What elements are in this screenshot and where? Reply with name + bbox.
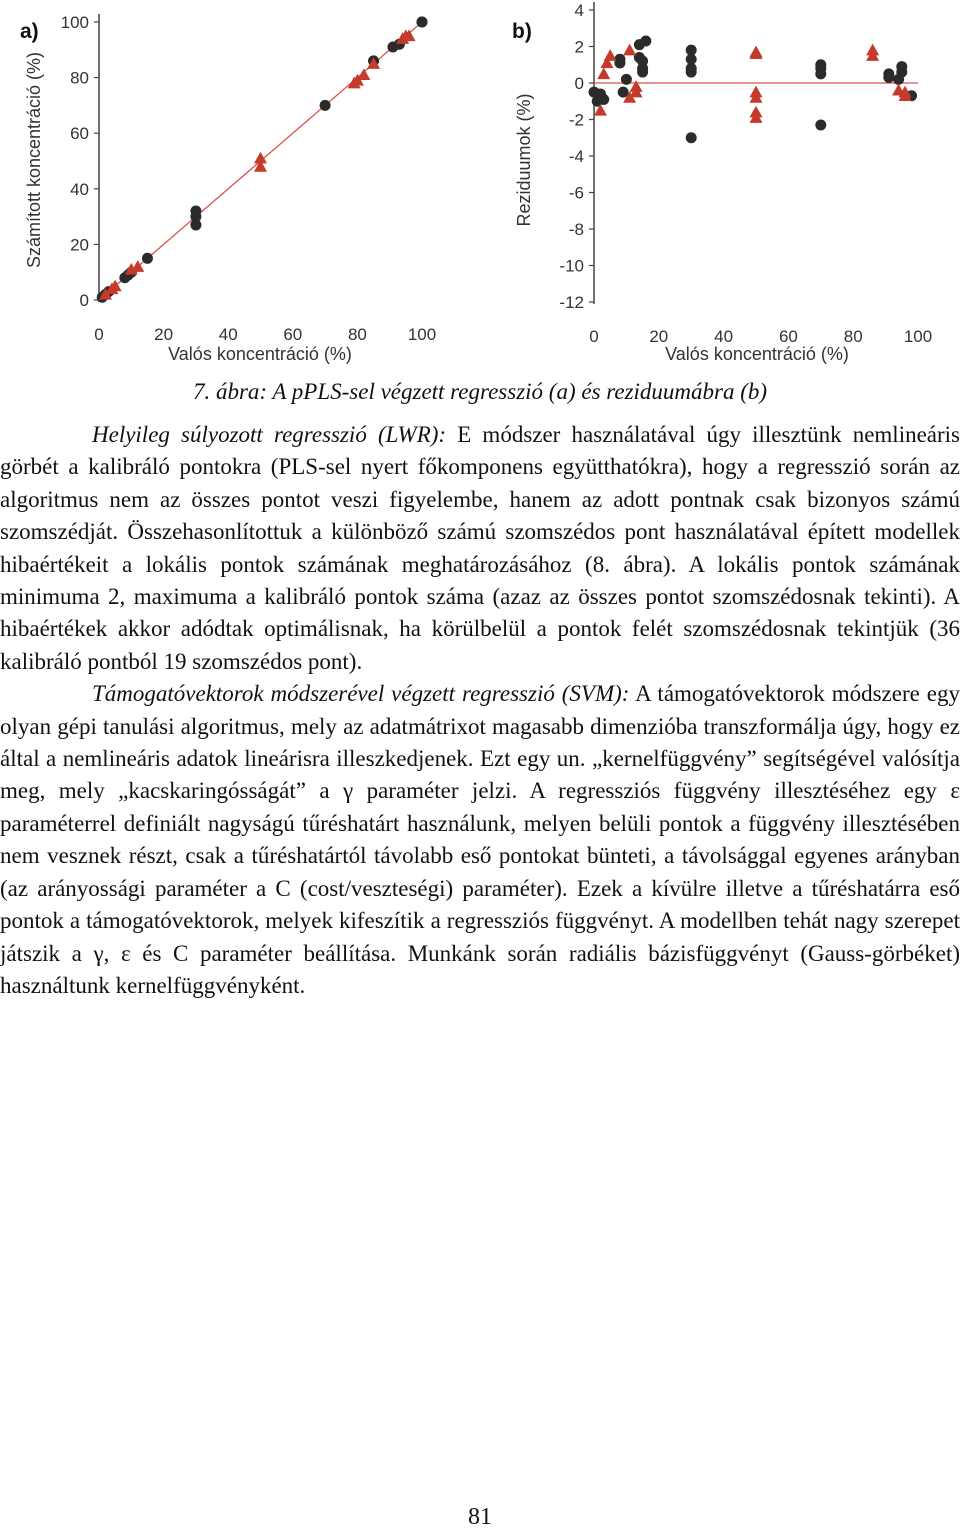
y-tick-label: 80 [70, 68, 89, 88]
data-point-circle [686, 67, 697, 78]
lwr-text: E módszer használatával úgy illesztünk nemlineáris görbét a kalibráló pontokra (PLS-sel nyert főkomponens együtthatókra), hogy a regresszió során az algoritmus nem az összes pontot veszi figyelembe, hanem az adott pontnak csak bizonyos számú szomszédját. Összehasonlítottuk a különböző számú szomszédos pont használatával épített modellek hibaértékeit a lokális pontok számának meghatározásához (8. ábra). A lokális pontok számának minimuma 2, maximuma a kalibráló pontok száma (azaz az összes pontot szomszédosnak tekinti). A hibaértékek akkor adódtak optimálisnak, ha körülbelül a pontok felét szomszédosnak tekintjük (36 kalibráló pontból 19 szomszédos pont). [0, 422, 960, 674]
y-tick-label: 40 [70, 179, 89, 199]
x-tick-label: 80 [843, 327, 863, 346]
data-point-triangle [750, 45, 763, 57]
y-tick-label: 100 [60, 13, 89, 32]
y-tick-label: 0 [574, 74, 584, 93]
data-point-circle [320, 100, 331, 111]
data-point-circle [598, 94, 609, 105]
panel-b-ylabel: Reziduumok (%) [514, 93, 534, 227]
panel-a-plot [61, 13, 437, 344]
data-point-circle [614, 54, 625, 65]
panel-a-label: a) [20, 20, 39, 43]
panel-a-xlabel: Valós koncentráció (%) [168, 344, 352, 364]
y-tick-label: 0 [79, 291, 89, 310]
paragraph-lwr [0, 419, 960, 678]
panel-b-plot [559, 1, 932, 346]
data-point-circle [815, 119, 826, 130]
paragraph-svm [0, 678, 960, 1002]
data-point-triangle [866, 44, 879, 56]
x-tick-label: 60 [778, 327, 798, 346]
y-tick-label: -4 [568, 147, 584, 166]
data-point-circle [621, 74, 632, 85]
y-tick-label: -12 [559, 293, 584, 312]
data-point-circle [637, 67, 648, 78]
lwr-term: Helyileg súlyozott regresszió (LWR): [92, 422, 447, 447]
body-text [0, 419, 960, 1002]
panel-b-xlabel: Valós koncentráció (%) [665, 344, 849, 364]
data-point-circle [142, 253, 153, 264]
data-point-triangle [597, 67, 610, 79]
x-tick-label: 40 [218, 325, 238, 344]
data-point-triangle [357, 68, 370, 80]
x-tick-label: 80 [347, 325, 367, 344]
x-tick-label: 100 [903, 327, 933, 346]
x-tick-label: 0 [589, 327, 599, 346]
y-tick-label: 4 [574, 1, 584, 20]
x-tick-label: 0 [94, 325, 104, 344]
data-point-circle [883, 68, 894, 79]
page-number: 81 [468, 1504, 492, 1530]
panel-a-ylabel: Számított koncentráció (%) [24, 51, 44, 269]
y-tick-label: 2 [574, 37, 584, 57]
y-tick-label: -10 [559, 256, 584, 276]
y-tick-label: -8 [568, 220, 584, 239]
panel-b-label: b) [512, 20, 532, 43]
figure-7 [0, 0, 960, 375]
data-point-triangle [750, 86, 763, 98]
figure-caption: 7. ábra: A pPLS-sel végzett regresszió (a) és reziduumábra (b) [192, 379, 768, 404]
data-point-circle [640, 36, 651, 47]
y-tick-label: 20 [70, 235, 89, 255]
data-point-circle [686, 132, 697, 143]
x-tick-label: 20 [154, 325, 174, 344]
x-tick-label: 60 [283, 325, 303, 344]
y-tick-label: 60 [70, 124, 89, 144]
svm-text: A támogatóvektorok módszere egy olyan gépi tanulási algoritmus, mely az adatmátrixot magasabb dimenzióba transzformálja úgy, hogy ez által a nemlineáris adatok lineárisra illeszkedjenek. Ezt egy un. „kernelfüggvény” segítségével valósítja meg, mely „kacskaringósságát” a γ paraméter jelzi. A regressziós függvény illesztéséhez egy ε paraméterrel definiált nagyságú tűréshatárt használunk, melyen belüli pontok a függvény illesztésében nem vesznek részt, csak a tűréshatártól távolabb eső pontokat bünteti, a távolsággal egyenes arányban (az arányossági paraméter a C (cost/veszteségi) paraméter). Ezek a kívülre illetve a tűréshatárra eső pontok a támogatóvektorok, melyek kifeszítik a regressziós függvényt. A modellben tehát nagy szerepet játszik a γ, ε és C paraméter beállítása. Munkánk során radiális bázisfüggvényt (Gauss-görbéket) használtunk kernelfüggvényként. [0, 681, 960, 998]
svm-term: Támogatóvektorok módszerével végzett regresszió (SVM): [92, 681, 630, 707]
data-point-triangle [630, 80, 643, 92]
x-tick-label: 20 [649, 327, 669, 346]
x-tick-label: 100 [407, 325, 437, 344]
data-point-circle [896, 61, 907, 72]
data-point-circle [637, 56, 648, 67]
data-point-triangle [604, 49, 617, 61]
data-point-circle [417, 17, 428, 28]
y-tick-label: -2 [568, 110, 584, 130]
y-tick-label: -6 [568, 183, 584, 203]
data-point-circle [815, 68, 826, 79]
data-point-circle [190, 206, 201, 217]
x-tick-label: 40 [714, 327, 734, 346]
